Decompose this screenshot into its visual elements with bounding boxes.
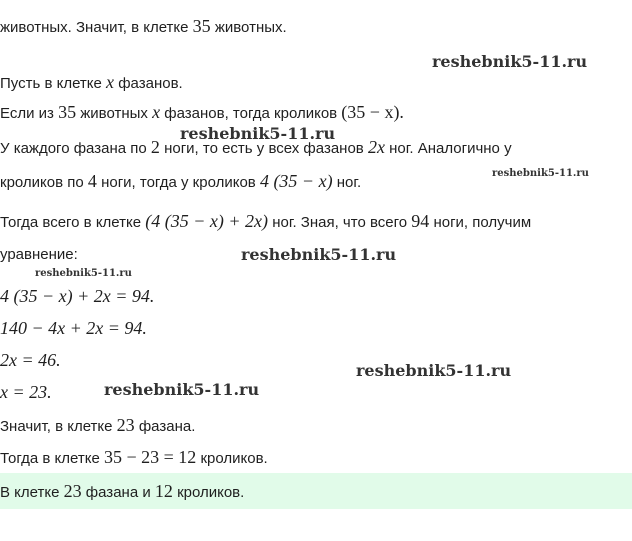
equation: 4 (35 − x) + 2x = 94. [0, 286, 155, 306]
watermark: reshebnik5-11.ru [356, 361, 512, 380]
watermark: reshebnik5-11.ru [432, 52, 588, 71]
text-line: У каждого фазана по 2 ноги, то есть у всех фазанов 2x ног. Аналогично у [0, 137, 512, 157]
equation: 2x = 46. [0, 350, 61, 370]
equation: x = 23. [0, 382, 52, 402]
text-line: Тогда всего в клетке (4 (35 − x) + 2x) ног. Зная, что всего 94 ноги, получим [0, 211, 532, 231]
watermark: reshebnik5-11.ru [492, 168, 589, 179]
answer-box [0, 473, 632, 509]
text-line: уравнение: [0, 246, 78, 263]
watermark: reshebnik5-11.ru [241, 245, 397, 264]
answer-text: В клетке 23 фазана и 12 кроликов. [0, 481, 245, 501]
text-line: Значит, в клетке 23 фазана. [0, 415, 196, 435]
watermark: reshebnik5-11.ru [180, 124, 336, 143]
watermark: reshebnik5-11.ru [104, 380, 260, 399]
text-line: Пусть в клетке x фазанов. [0, 72, 183, 92]
text-line: Тогда в клетке 35 − 23 = 12 кроликов. [0, 447, 268, 467]
text-line: животных. Значит, в клетке 35 животных. [0, 16, 287, 36]
equation: 140 − 4x + 2x = 94. [0, 318, 147, 338]
text-line: кроликов по 4 ноги, тогда у кроликов 4 (35 − x) ног. [0, 171, 362, 191]
watermark: reshebnik5-11.ru [35, 268, 132, 279]
text-line: Если из 35 животных x фазанов, тогда кроликов (35 − x). [0, 102, 404, 122]
